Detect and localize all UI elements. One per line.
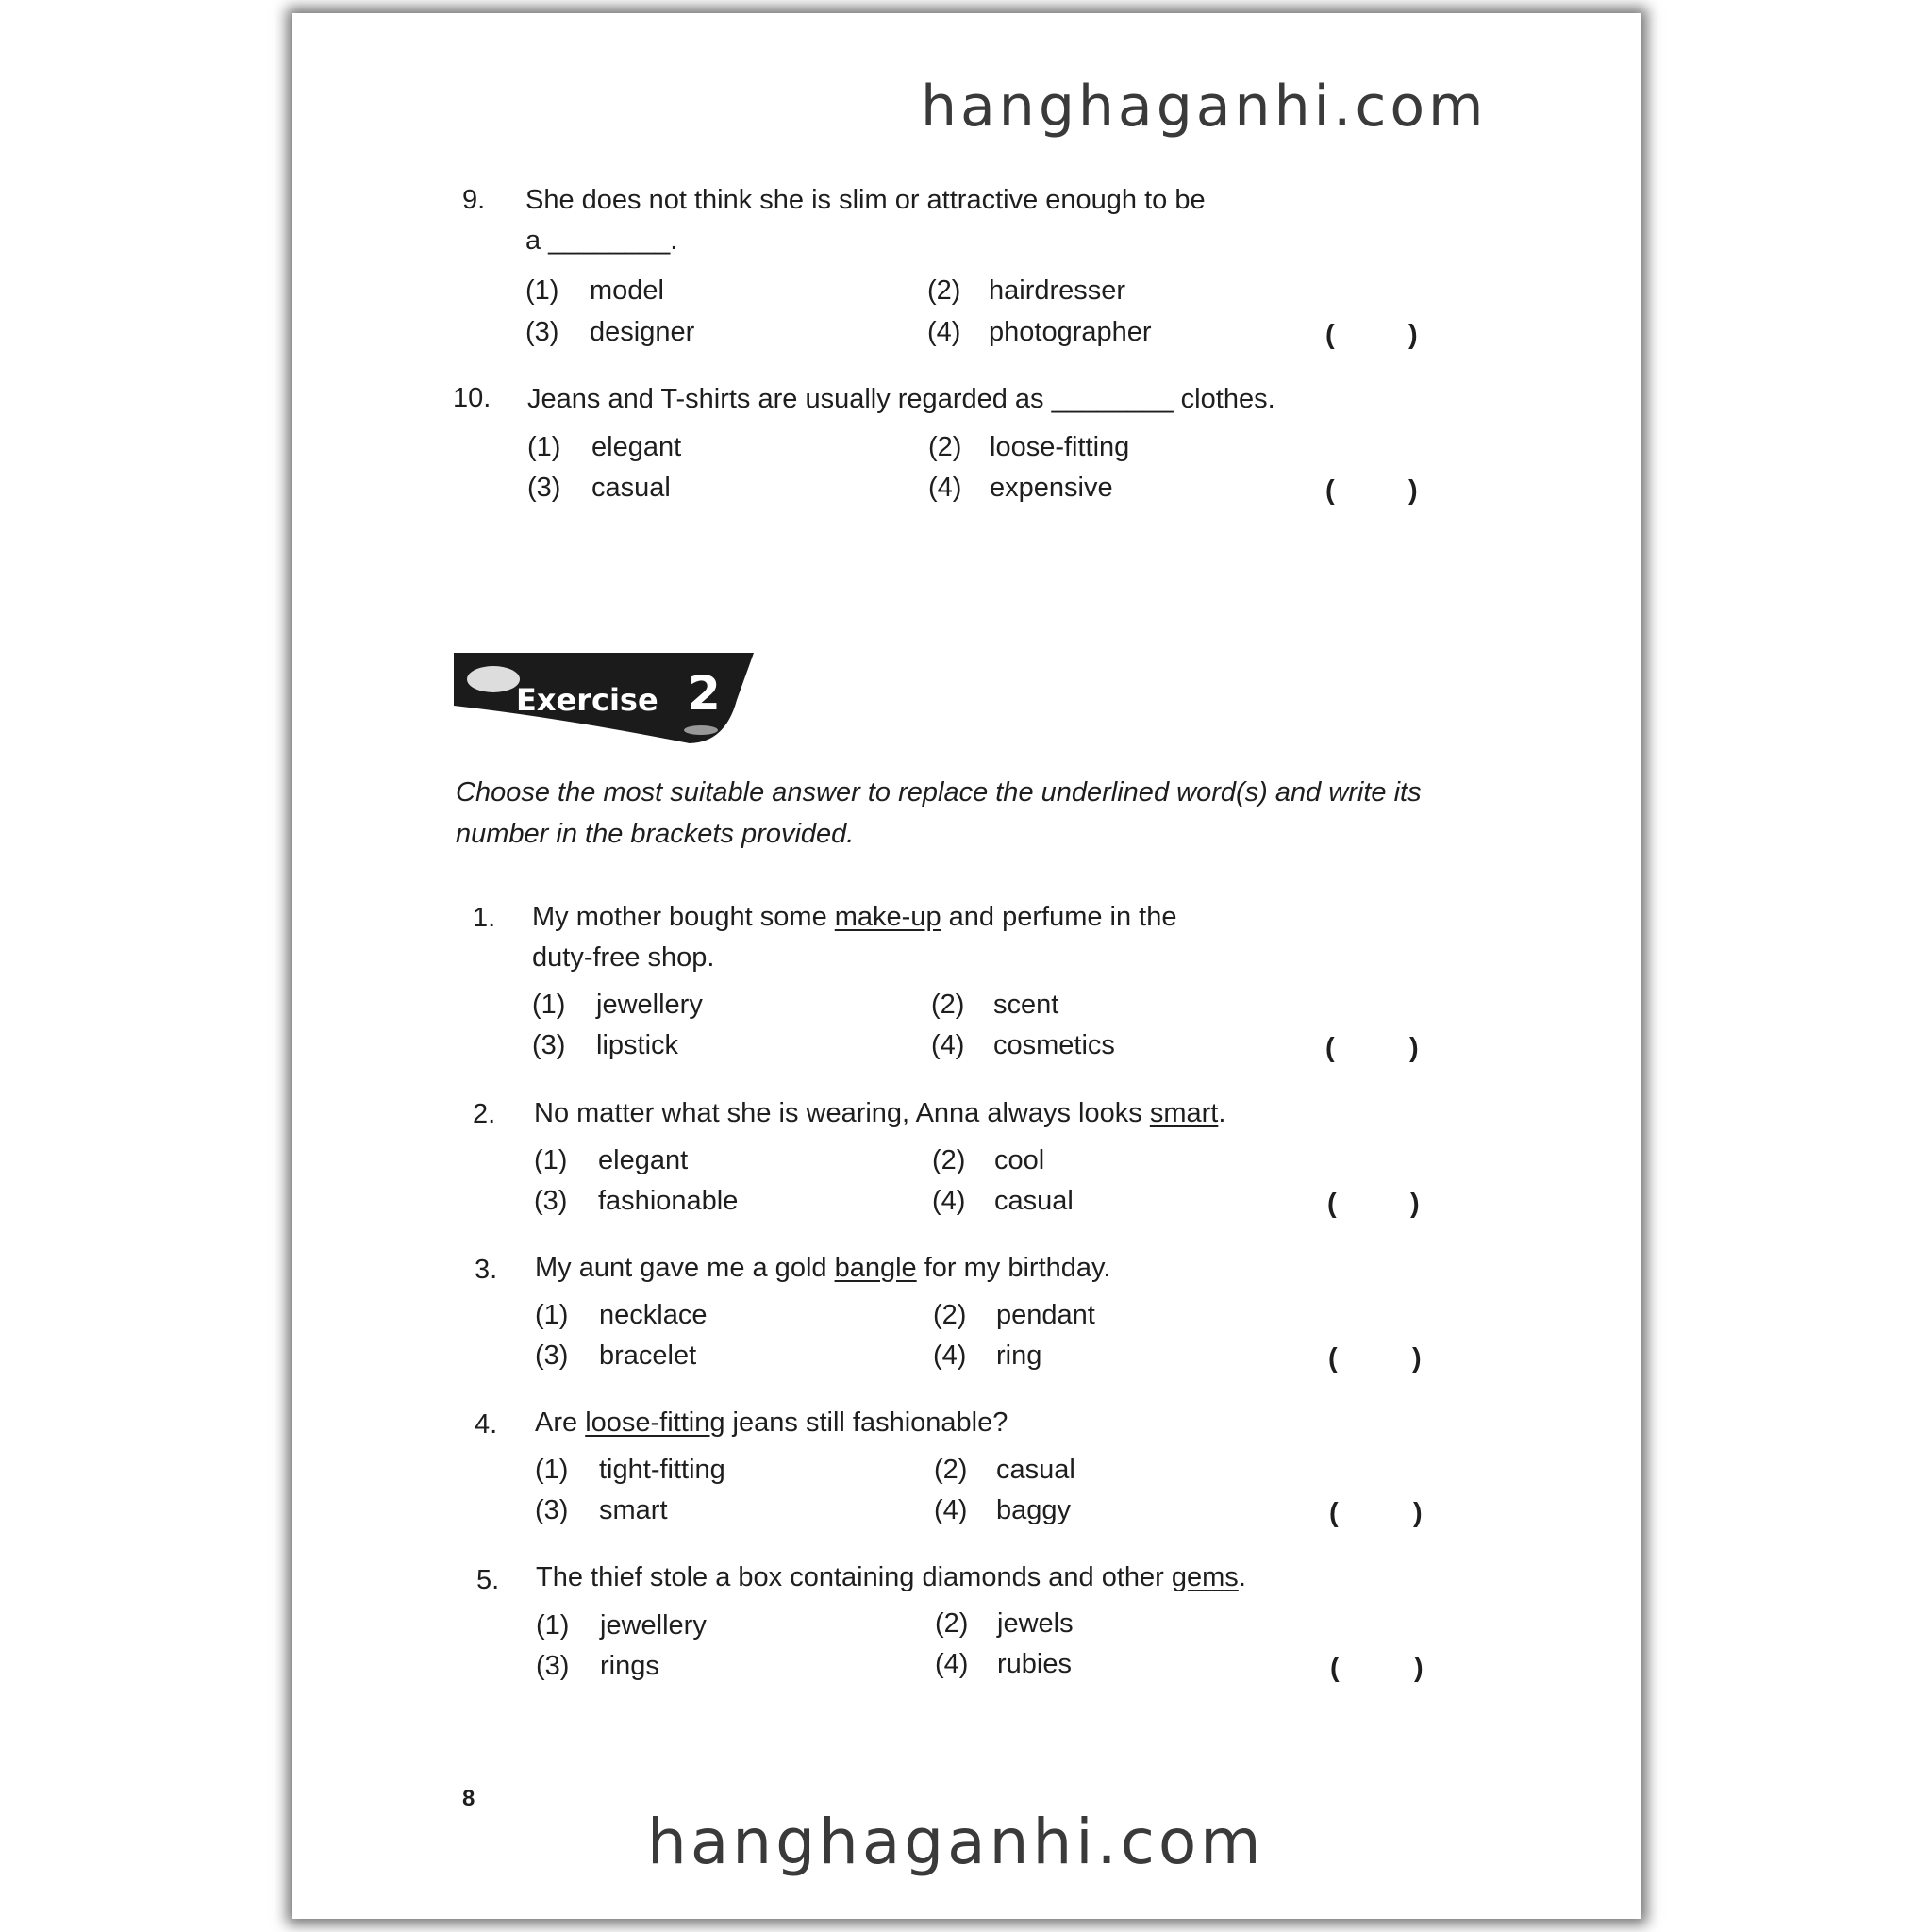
question-stem [535, 1247, 1110, 1289]
option-number: (1) [532, 990, 566, 1020]
answer-bracket-open[interactable]: ( [1329, 1498, 1339, 1528]
question-number: 5. [476, 1565, 500, 1595]
option-number: (1) [535, 1300, 569, 1330]
exercise-instructions: Choose the most suitable answer to replace the underlined word(s) and write its number in the brackets provided. [456, 777, 1422, 849]
watermark-bottom: hanghaganhi.com [647, 1806, 1265, 1878]
option-number: (4) [927, 317, 961, 347]
option-text: necklace [599, 1300, 708, 1330]
option-number: (2) [932, 1145, 966, 1175]
page-number: 8 [462, 1786, 475, 1811]
question-number: 4. [475, 1409, 498, 1440]
option-text: expensive [990, 473, 1113, 503]
answer-bracket-close: ) [1413, 1498, 1423, 1528]
answer-bracket-open[interactable]: ( [1328, 1343, 1338, 1374]
option-text: photographer [989, 317, 1152, 347]
option-number: (3) [536, 1651, 570, 1681]
option-number: (3) [532, 1030, 566, 1060]
option-number: (1) [534, 1145, 568, 1175]
answer-bracket-open[interactable]: ( [1325, 320, 1335, 350]
option-text: elegant [598, 1145, 689, 1175]
option-text: casual [591, 473, 671, 503]
answer-bracket-open[interactable]: ( [1325, 1033, 1335, 1063]
question-number: 2. [473, 1099, 496, 1129]
option-text: hairdresser [989, 275, 1126, 306]
option-number: (2) [931, 990, 965, 1020]
option-number: (1) [535, 1455, 569, 1485]
option-text: lipstick [596, 1030, 679, 1060]
option-text: fashionable [598, 1186, 739, 1216]
option-number: (1) [536, 1610, 570, 1641]
watermark-top: hanghaganhi.com [921, 74, 1488, 140]
option-text: smart [599, 1495, 668, 1525]
stem-text: . [1218, 1098, 1226, 1128]
option-number: (2) [928, 432, 962, 462]
option-number: (1) [527, 432, 561, 462]
underlined-word: smart [1149, 1098, 1219, 1128]
option-number: (4) [932, 1186, 966, 1216]
underlined-word: loose-fitting [585, 1407, 725, 1438]
stem-text: My aunt gave me a gold [535, 1253, 835, 1283]
option-text: pendant [996, 1300, 1095, 1330]
option-number: (3) [535, 1495, 569, 1525]
exercise-badge [454, 653, 756, 752]
stem-text: No matter what she is wearing, Anna always looks [534, 1098, 1150, 1128]
option-number: (2) [933, 1300, 967, 1330]
option-text: tight-fitting [599, 1455, 725, 1485]
option-number: (4) [934, 1495, 968, 1525]
answer-bracket-close: ) [1408, 475, 1418, 506]
underlined-word: make-up [834, 902, 941, 932]
option-text: designer [590, 317, 695, 347]
answer-bracket-open[interactable]: ( [1330, 1653, 1340, 1683]
question-stem-line2: a ________. [525, 225, 678, 256]
option-number: (4) [928, 473, 962, 503]
question-stem: Jeans and T-shirts are usually regarded as ________ clothes. [527, 384, 1275, 414]
stem-text: Are [535, 1407, 586, 1438]
answer-bracket-close: ) [1410, 1189, 1420, 1219]
question-stem [534, 1092, 1225, 1134]
question-number: 9. [462, 185, 486, 215]
option-number: (2) [935, 1608, 969, 1639]
answer-bracket-close: ) [1412, 1343, 1422, 1374]
option-text: elegant [591, 432, 682, 462]
stem-text: for my birthday. [916, 1253, 1111, 1283]
option-text: rubies [997, 1649, 1072, 1679]
answer-bracket-close: ) [1408, 320, 1418, 350]
question-stem-line2: duty-free shop. [532, 942, 715, 973]
option-text: cool [994, 1145, 1045, 1175]
option-text: scent [993, 990, 1059, 1020]
option-text: loose-fitting [990, 432, 1130, 462]
option-text: casual [994, 1186, 1074, 1216]
option-text: cosmetics [993, 1030, 1115, 1060]
answer-bracket-open[interactable]: ( [1327, 1189, 1337, 1219]
option-text: baggy [996, 1495, 1072, 1525]
option-number: (4) [933, 1341, 967, 1371]
stem-text: My mother bought some [532, 902, 835, 932]
option-number: (3) [525, 317, 559, 347]
option-number: (3) [527, 473, 561, 503]
exercise-number: 2 [688, 666, 721, 721]
question-stem [532, 896, 1176, 938]
option-number: (3) [535, 1341, 569, 1371]
option-text: jewellery [596, 990, 703, 1020]
option-number: (3) [534, 1186, 568, 1216]
option-text: jewels [997, 1608, 1074, 1639]
option-text: casual [996, 1455, 1075, 1485]
option-number: (4) [935, 1649, 969, 1679]
exercise-label: Exercise [516, 682, 658, 718]
option-number: (2) [934, 1455, 968, 1485]
question-number: 1. [473, 903, 496, 933]
question-stem [535, 1402, 1008, 1443]
option-number: (1) [525, 275, 559, 306]
answer-bracket-close: ) [1409, 1033, 1419, 1063]
underlined-word: bangle [834, 1253, 917, 1283]
stem-text: jeans still fashionable? [724, 1407, 1008, 1438]
option-number: (4) [931, 1030, 965, 1060]
answer-bracket-close: ) [1414, 1653, 1424, 1683]
question-stem [536, 1557, 1246, 1598]
option-text: model [590, 275, 664, 306]
option-number: (2) [927, 275, 961, 306]
option-text: bracelet [599, 1341, 697, 1371]
stem-text: The thief stole a box containing diamonds and other [536, 1562, 1172, 1592]
option-text: jewellery [600, 1610, 707, 1641]
question-number: 10. [453, 383, 491, 413]
question-stem: She does not think she is slim or attractive enough to be [525, 185, 1206, 215]
option-text: rings [600, 1651, 659, 1681]
answer-bracket-open[interactable]: ( [1325, 475, 1335, 506]
stem-text: and perfume in the [941, 902, 1177, 932]
question-number: 3. [475, 1255, 498, 1285]
underlined-word: gems [1171, 1562, 1239, 1592]
stem-text: . [1238, 1562, 1246, 1592]
option-text: ring [996, 1341, 1042, 1371]
